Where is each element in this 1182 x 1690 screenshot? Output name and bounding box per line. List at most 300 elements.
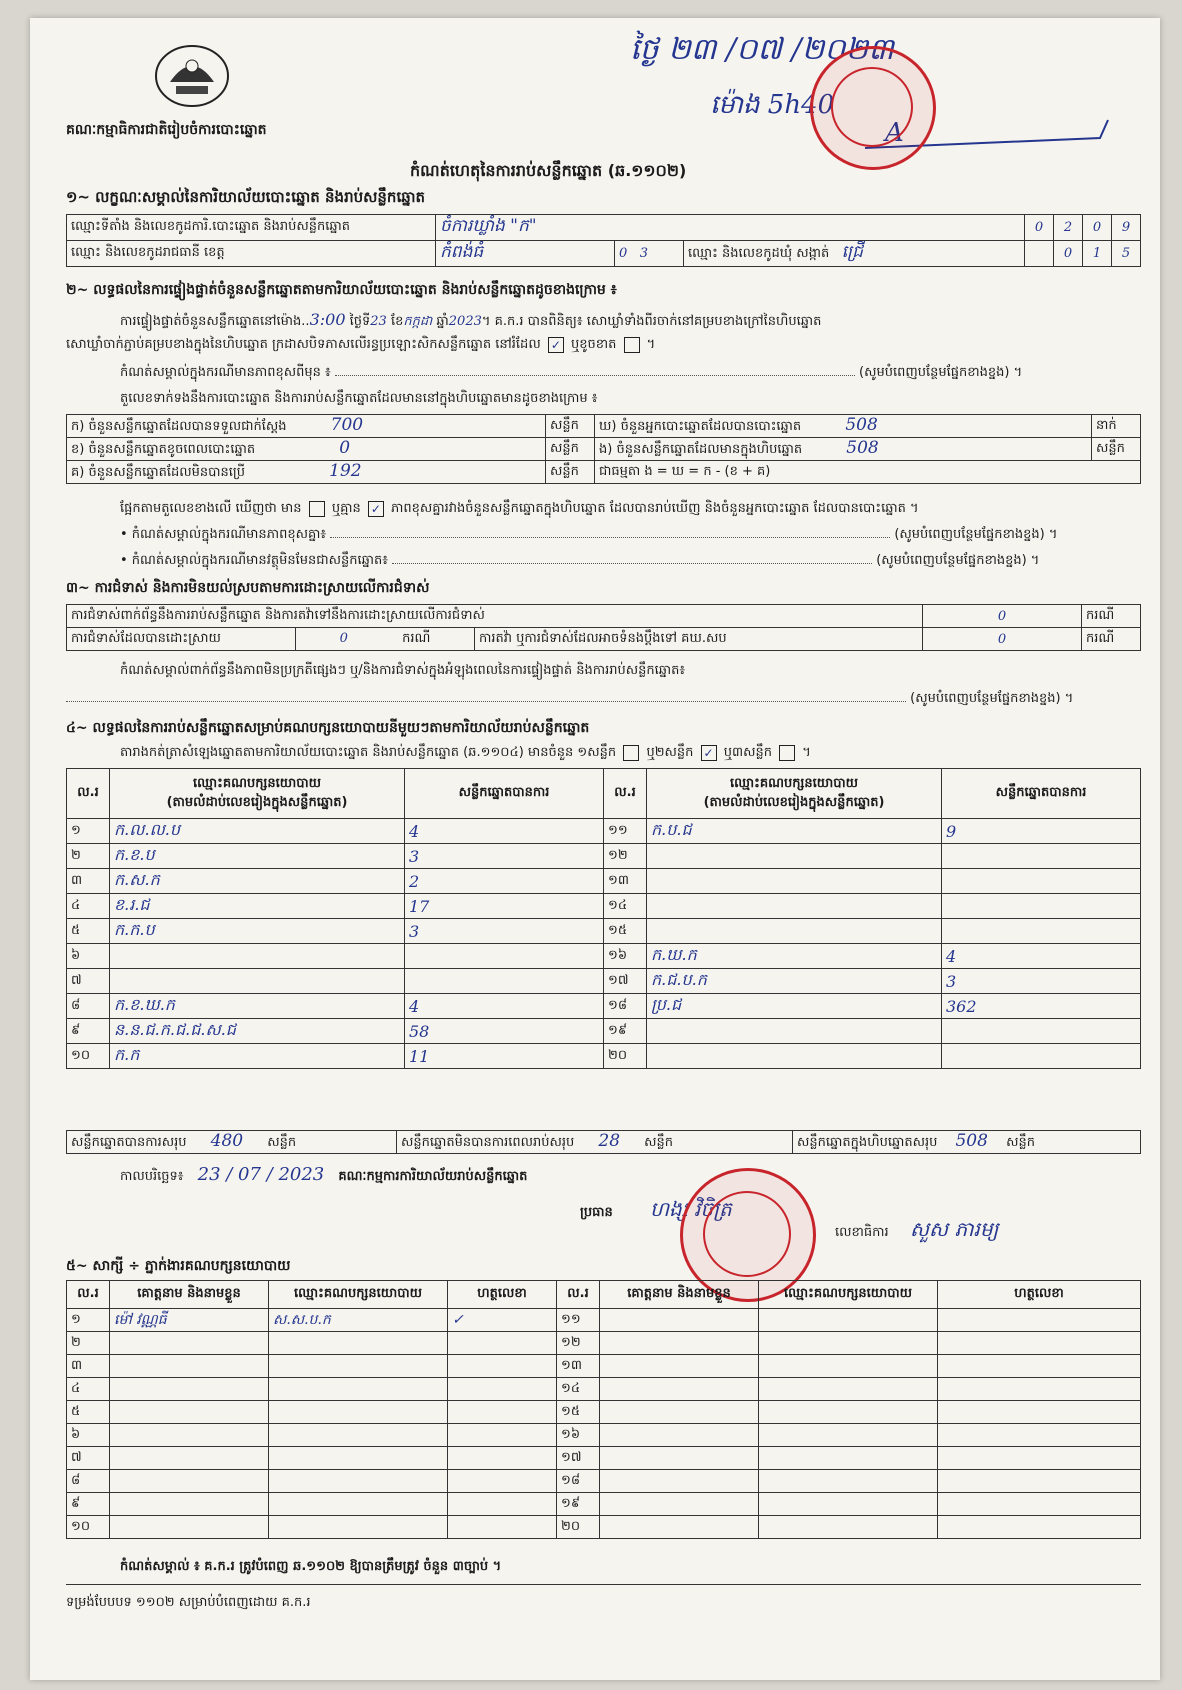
location-label: ឈ្មោះទីតាំង និងលេខកូដការិ.បោះឆ្នោត និងរាប់សន្លឹកឆ្នោត — [67, 215, 436, 241]
result-party — [647, 869, 942, 894]
witness-col-party-left: ឈ្មោះគណបក្សនយោបាយ — [269, 1281, 448, 1309]
result-votes — [405, 944, 604, 969]
province-label: ឈ្មោះ និងលេខកូដរាជធានី ខេត្ត — [67, 241, 436, 267]
results-col-party-right — [647, 769, 942, 819]
result-no: ៣ — [67, 869, 110, 894]
result-no: ១៤ — [604, 894, 647, 919]
result-no: ១៧ — [604, 969, 647, 994]
result-party — [647, 919, 942, 944]
witness-no: ៨ — [67, 1470, 110, 1493]
witness-party — [759, 1516, 938, 1539]
witness-party — [269, 1332, 448, 1355]
page-title: កំណត់ហេតុនៃការរាប់សន្លឹកឆ្នោត (ឆ.១១០២) — [410, 161, 687, 180]
witness-row — [67, 1401, 1141, 1424]
witness-col-no-left: ល.រ — [67, 1281, 110, 1309]
figure-g-unit: សន្លឹក — [546, 461, 595, 484]
committee-label: គណៈកម្មការការិយាល័យរាប់សន្លឹកឆ្នោត — [338, 1169, 528, 1184]
result-no: ១២ — [604, 844, 647, 869]
witness-party — [269, 1470, 448, 1493]
handwritten-mark: A — [885, 118, 904, 148]
section-4-title: ៤~ លទ្ធផលនៃការរាប់សន្លឹកឆ្នោតសម្រាប់គណបក្សនយោបាយនីមួយៗតាមការិយាល័យរាប់សន្លឹកឆ្នោត — [66, 720, 590, 736]
witness-row — [67, 1424, 1141, 1447]
witness-sign — [938, 1401, 1141, 1424]
total-valid-label: សន្លឹកឆ្នោតបានការសរុប — [71, 1135, 187, 1150]
figure-kho-unit: នាក់ — [1092, 415, 1141, 438]
witness-name — [110, 1378, 269, 1401]
figure-kho-label: ឃ) ចំនួនអ្នកបោះឆ្នោតដែលបានបោះឆ្នោត — [599, 419, 802, 434]
location-code-3: 0 — [1083, 215, 1112, 241]
intact-checkbox[interactable]: ✓ — [548, 337, 564, 353]
three-sheets-checkbox[interactable] — [779, 745, 795, 761]
witness-sign — [938, 1424, 1141, 1447]
note-difference-dots — [330, 537, 890, 538]
figure-k-value: 700 — [330, 415, 364, 435]
province-code-2: 3 — [639, 246, 648, 261]
results-row — [67, 869, 1141, 894]
total-invalid-label: សន្លឹកឆ្នោតមិនបានការពេលរាប់សរុប — [400, 1135, 575, 1150]
chair-signature: ហង្ស វិចិត្រ — [650, 1197, 732, 1221]
witness-name: ម៉ៅ វណ្ណធី — [110, 1309, 269, 1332]
resolved-unit: ករណី — [402, 630, 431, 646]
totals-table — [66, 1130, 1141, 1154]
tally-sheets-line: តារាងកត់ត្រាសំឡេងឆ្នោតតាមការិយាល័យបោះឆ្នោត និងរាប់សន្លឹកឆ្នោត (ឆ.១១០៤) មានចំនួន ១សន្លឹក ឬ២សន្លឹក ✓ ឬ៣សន្លឹក ។ — [120, 745, 811, 760]
emblem-icon — [152, 42, 232, 110]
figure-g-value: 192 — [329, 461, 362, 481]
witness-name — [600, 1309, 759, 1332]
witness-col-name-right: គោត្តនាម និងនាមខ្លួន — [600, 1281, 759, 1309]
result-votes — [942, 844, 1141, 869]
note-difference-line — [120, 526, 1140, 545]
secretary-label: លេខាធិការ — [835, 1225, 889, 1240]
result-party — [647, 1019, 942, 1044]
result-party: ក.ប.ជ — [647, 819, 942, 844]
results-table — [66, 768, 1141, 1069]
seal-text: សោឃ្លាំចាក់ភ្ជាប់គម្របខាងក្នុងនៃហិបឆ្នោត ក្រដាសបិទភាសលើរន្ធប្រឡោះសិកសន្លឹកឆ្នោត នៅរំដែល — [66, 337, 541, 352]
day-value: 23 — [370, 314, 387, 329]
witness-sign — [938, 1447, 1141, 1470]
witness-table — [66, 1280, 1141, 1539]
result-no: ២ — [67, 844, 110, 869]
result-votes: 3 — [942, 969, 1141, 994]
witness-party — [759, 1309, 938, 1332]
witness-no: ១២ — [557, 1332, 600, 1355]
witness-no: ៩ — [67, 1493, 110, 1516]
results-row — [67, 944, 1141, 969]
witness-row — [67, 1493, 1141, 1516]
difference-note-end: (សូមបំពេញបន្ថែមផ្នែកខាងខ្នង) ។ — [859, 365, 1023, 380]
witness-name — [600, 1401, 759, 1424]
location-code-2: 2 — [1054, 215, 1083, 241]
witness-sign — [448, 1493, 557, 1516]
total-box-label: សន្លឹកឆ្នោតក្នុងហិបឆ្នោតសរុប — [797, 1135, 938, 1150]
three-sheets-label: ឬ៣សន្លឹក — [723, 745, 772, 760]
witness-sign — [448, 1470, 557, 1493]
witness-party — [269, 1424, 448, 1447]
results-col-party-left — [110, 769, 405, 819]
witness-name — [110, 1493, 269, 1516]
total-valid-unit: សន្លឹក — [267, 1135, 297, 1150]
results-row — [67, 1019, 1141, 1044]
result-party: ប្រ.ជ — [647, 994, 942, 1019]
witness-no: ១៩ — [557, 1493, 600, 1516]
witness-no: ១ — [67, 1309, 110, 1332]
section-3-title: ៣~ ការជំទាស់ និងការមិនយល់ស្របតាមការដោះស្រាយលើការជំទាស់ — [66, 580, 430, 596]
witness-party — [759, 1470, 938, 1493]
result-no: ១១ — [604, 819, 647, 844]
witness-no: ២០ — [557, 1516, 600, 1539]
note-objects-dots — [392, 563, 872, 564]
witness-note: កំណត់សម្គាល់ ៖ គ.ក.រ ត្រូវបំពេញ ឆ.១១០២ ឱ្យបានត្រឹមត្រូវ ចំនួន ៣ច្បាប់ ។ — [120, 1559, 502, 1574]
result-party — [647, 844, 942, 869]
witness-sign — [448, 1516, 557, 1539]
witness-sign — [448, 1447, 557, 1470]
figure-k-unit: សន្លឹក — [546, 415, 595, 438]
difference-note-dots — [335, 375, 855, 376]
footer-text: ទម្រង់បែបបទ ១១០២ សម្រាប់បំពេញដោយ គ.ក.រ — [66, 1595, 311, 1610]
result-no: ៧ — [67, 969, 110, 994]
damaged-label: ឬខូចខាត — [570, 337, 617, 352]
irregularities-line — [66, 690, 1141, 709]
witness-no: ៤ — [67, 1378, 110, 1401]
result-no: ៤ — [67, 894, 110, 919]
section-2-title: ២~ លទ្ធផលនៃការផ្ទៀងផ្ទាត់ចំនួនសន្លឹកឆ្នោតតាមការិយាល័យបោះឆ្នោត និងរាប់សន្លឹកឆ្នោតដូចខាងក្រោម ៖ — [66, 282, 617, 298]
witness-sign — [938, 1516, 1141, 1539]
appeal-unit: ករណី — [1082, 628, 1141, 651]
witness-name — [110, 1516, 269, 1539]
result-party — [647, 894, 942, 919]
appeal-label: ការតវ៉ា ឬការជំទាស់ដែលអាចទំនងប្តឹងទៅ គឃ.សប — [475, 628, 923, 651]
result-votes: 9 — [942, 819, 1141, 844]
total-invalid-value: 28 — [598, 1131, 621, 1151]
witness-party — [759, 1493, 938, 1516]
total-box-unit: សន្លឹក — [1006, 1135, 1035, 1150]
witness-row — [67, 1378, 1141, 1401]
results-col-votes-left: សន្លឹកឆ្នោតបានការ — [405, 769, 604, 819]
witness-name — [600, 1447, 759, 1470]
total-box-cell — [793, 1131, 1141, 1154]
secretary-signature: សួស ភារម្យ — [910, 1217, 999, 1241]
results-col-party-left-line1: ឈ្មោះគណបក្សនយោបាយ — [193, 775, 321, 791]
objections-value: 0 — [923, 605, 1082, 628]
witness-row — [67, 1309, 1141, 1332]
difference-note-label: កំណត់សម្គាល់ក្នុងករណីមានភាពខុសពីមុន ៖ — [120, 365, 331, 380]
witness-no: ១១ — [557, 1309, 600, 1332]
witness-no: ១៥ — [557, 1401, 600, 1424]
witness-sign — [448, 1424, 557, 1447]
results-col-party-right-line1: ឈ្មោះគណបក្សនយោបាយ — [730, 775, 858, 791]
figure-kh-value: 0 — [339, 438, 351, 458]
witness-no: ៧ — [67, 1447, 110, 1470]
result-party: ក.ស.ក — [110, 869, 405, 894]
result-no: ៥ — [67, 919, 110, 944]
witness-sign — [938, 1332, 1141, 1355]
result-party: ក.ខ.ឃ.ក — [110, 994, 405, 1019]
result-votes: 3 — [405, 919, 604, 944]
resolved-label: ការជំទាស់ដែលបានដោះស្រាយ — [67, 628, 296, 651]
formula: ជាធម្មតា ង = ឃ = ក - (ខ + គ) — [595, 461, 1141, 484]
figures-table — [66, 414, 1141, 484]
witness-party — [759, 1447, 938, 1470]
note-objects-line — [120, 552, 1140, 571]
two-sheets-checkbox[interactable]: ✓ — [701, 745, 717, 761]
date-label: កាលបរិច្ឆេទ៖ — [120, 1169, 184, 1184]
result-votes — [405, 969, 604, 994]
commune-cell — [684, 241, 1025, 267]
witness-no: ៣ — [67, 1355, 110, 1378]
witness-col-sign-right: ហត្ថលេខា — [938, 1281, 1141, 1309]
witness-party: ស.ស.ប.ក — [269, 1309, 448, 1332]
result-party: ក.ល.ល.ប — [110, 819, 405, 844]
province-code — [615, 241, 684, 267]
witness-name — [110, 1447, 269, 1470]
one-sheet-checkbox[interactable] — [623, 745, 639, 761]
note-objects-end: (សូមបំពេញបន្ថែមផ្នែកខាងខ្នង) ។ — [876, 553, 1040, 568]
witness-no: ១៨ — [557, 1470, 600, 1493]
date-value: 23 / 07 / 2023 — [197, 1164, 325, 1185]
witness-sign — [938, 1309, 1141, 1332]
resolved-value-cell — [296, 628, 475, 651]
no-difference-checkbox[interactable]: ✓ — [368, 501, 384, 517]
damaged-checkbox[interactable] — [624, 337, 640, 353]
results-row — [67, 994, 1141, 1019]
handwritten-time: ម៉ោង 5h40 — [710, 90, 835, 120]
appeal-value: 0 — [923, 628, 1082, 651]
figure-ng-label: ង) ចំនួនសន្លឹកឆ្នោតដែលមានក្នុងហិបឆ្នោត — [599, 442, 803, 457]
location-value: ចំការឃ្លាំង "ក" — [436, 215, 1025, 241]
result-no: ៨ — [67, 994, 110, 1019]
witness-sign — [448, 1332, 557, 1355]
section-1-title: ១~ លក្ខណៈសម្គាល់នៃការិយាល័យបោះឆ្នោត និងរាប់សន្លឹកឆ្នោត — [66, 188, 426, 206]
witness-col-name-left: គោត្តនាម និងនាមខ្លួន — [110, 1281, 269, 1309]
result-votes: 58 — [405, 1019, 604, 1044]
year-label: ឆ្នាំ — [436, 314, 449, 329]
witness-sign — [938, 1470, 1141, 1493]
witness-party — [269, 1401, 448, 1424]
witness-party — [269, 1516, 448, 1539]
result-no: ២០ — [604, 1044, 647, 1069]
result-no: ១៩ — [604, 1019, 647, 1044]
witness-row — [67, 1332, 1141, 1355]
result-votes: 362 — [942, 994, 1141, 1019]
result-party: ក.ជ.ប.ក — [647, 969, 942, 994]
total-box-value: 508 — [955, 1131, 988, 1151]
no-difference-label: ឬគ្មាន — [331, 501, 361, 516]
result-votes — [942, 869, 1141, 894]
verification-time: 3:00 — [309, 310, 346, 329]
month-label: ខែ — [390, 314, 404, 329]
irregularities-dots — [66, 701, 906, 702]
figure-k-cell — [67, 415, 546, 438]
result-votes — [942, 919, 1141, 944]
month-value: កក្កដា — [403, 314, 433, 329]
witness-sign: ✓ — [448, 1309, 557, 1332]
witness-col-party-right: ឈ្មោះគណបក្សនយោបាយ — [759, 1281, 938, 1309]
province-value: កំពង់ធំ — [436, 241, 615, 267]
verification-line-2: សោឃ្លាំចាក់ភ្ជាប់គម្របខាងក្នុងនៃហិបឆ្នោត ក្រដាសបិទភាសលើរន្ធប្រឡោះសិកសន្លឹកឆ្នោត នៅរំដែល ✓ ឬខូចខាត ។ — [66, 337, 656, 352]
commune-label: ឈ្មោះ និងលេខកូដឃុំ សង្កាត់ — [688, 246, 830, 261]
witness-name — [110, 1355, 269, 1378]
document-page — [30, 18, 1160, 1680]
result-party: ក.ខ.ប — [110, 844, 405, 869]
two-sheets-label: ឬ២សន្លឹក — [646, 745, 694, 760]
objections-label: ការជំទាស់ពាក់ព័ន្ធនឹងការរាប់សន្លឹកឆ្នោត និងការតវ៉ាទៅនឹងការដោះស្រាយលើការជំទាស់ — [67, 605, 923, 628]
witness-party — [269, 1447, 448, 1470]
witness-no: ៦ — [67, 1424, 110, 1447]
witness-party — [269, 1493, 448, 1516]
verification-text-rest: ។ គ.ក.រ បានពិនិត្យ៖ សោឃ្លាំទាំងពីរចាក់នៅគម្របខាងក្រៅនៃហិបឆ្នោត — [481, 314, 822, 329]
results-col-votes-right: សន្លឹកឆ្នោតបានការ — [942, 769, 1141, 819]
has-difference-checkbox[interactable] — [309, 501, 325, 517]
result-no: ៦ — [67, 944, 110, 969]
witness-sign — [448, 1355, 557, 1378]
witness-name — [600, 1516, 759, 1539]
result-party: ក.ឃ.ក — [647, 944, 942, 969]
results-col-party-left-line2: (តាមលំដាប់លេខរៀងក្នុងសន្លឹកឆ្នោត) — [166, 794, 348, 810]
witness-row — [67, 1516, 1141, 1539]
figure-g-cell — [67, 461, 546, 484]
note-difference-end: (សូមបំពេញបន្ថែមផ្នែកខាងខ្នង) ។ — [894, 527, 1058, 542]
commune-code-2: 1 — [1083, 241, 1112, 267]
witness-party — [759, 1332, 938, 1355]
figure-g-label: គ) ចំនួនសន្លឹកឆ្នោតដែលមិនបានប្រើ — [71, 465, 245, 480]
witness-row — [67, 1447, 1141, 1470]
result-party: ក.ក — [110, 1044, 405, 1069]
objections-unit: ករណី — [1082, 605, 1141, 628]
figure-kh-cell — [67, 438, 546, 461]
result-votes: 4 — [405, 994, 604, 1019]
resolved-value: 0 — [339, 630, 348, 646]
total-valid-value: 480 — [210, 1131, 244, 1151]
result-votes: 11 — [405, 1044, 604, 1069]
total-invalid-cell — [396, 1131, 792, 1154]
result-party — [110, 969, 405, 994]
org-name: គណៈកម្មាធិការជាតិរៀបចំការបោះឆ្នោត — [66, 122, 267, 138]
figure-ng-value: 508 — [846, 438, 879, 458]
witness-no: ១៦ — [557, 1424, 600, 1447]
results-row — [67, 1044, 1141, 1069]
witness-no: ១៧ — [557, 1447, 600, 1470]
location-code-4: 9 — [1112, 215, 1141, 241]
commune-value: ជ្រើ — [841, 242, 863, 262]
result-no: ១៨ — [604, 994, 647, 1019]
figure-kho-cell — [595, 415, 1092, 438]
total-invalid-unit: សន្លឹក — [644, 1135, 674, 1150]
witness-sign — [448, 1401, 557, 1424]
verification-line-1 — [120, 310, 1140, 332]
day-label: ថ្ងៃទី — [349, 314, 371, 329]
result-no: ១០ — [67, 1044, 110, 1069]
witness-row — [67, 1470, 1141, 1493]
result-votes: 3 — [405, 844, 604, 869]
witness-name — [600, 1355, 759, 1378]
witness-name — [110, 1332, 269, 1355]
handwritten-date: ថ្ងៃ ២៣ /០៧ /២០២៣ — [630, 32, 894, 67]
witness-no: ២ — [67, 1332, 110, 1355]
irregularities-end: (សូមបំពេញបន្ថែមផ្នែកខាងខ្នង) ។ — [910, 691, 1074, 706]
witness-name — [110, 1470, 269, 1493]
witness-sign — [938, 1355, 1141, 1378]
witness-name — [110, 1401, 269, 1424]
result-votes: 2 — [405, 869, 604, 894]
witness-sign — [938, 1493, 1141, 1516]
witness-no: ១៤ — [557, 1378, 600, 1401]
result-votes — [942, 1019, 1141, 1044]
figures-intro: តួលេខទាក់ទងនឹងការបោះឆ្នោត និងការរាប់សន្លឹកឆ្នោតដែលមាននៅក្នុងហិបឆ្នោតមានដូចខាងក្រោម ៖ — [120, 391, 598, 406]
chair-label: ប្រធាន — [580, 1205, 613, 1220]
year-value: 2023 — [448, 314, 482, 329]
figure-kho-value: 508 — [845, 415, 878, 435]
total-valid-cell — [67, 1131, 397, 1154]
witness-name — [600, 1378, 759, 1401]
witness-name — [110, 1424, 269, 1447]
result-party — [110, 944, 405, 969]
witness-name — [600, 1493, 759, 1516]
footer-divider — [66, 1584, 1141, 1585]
witness-no: ១៣ — [557, 1355, 600, 1378]
figure-ng-unit: សន្លឹក — [1092, 438, 1141, 461]
results-col-party-right-line2: (តាមលំដាប់លេខរៀងក្នុងសន្លឹកឆ្នោត) — [703, 794, 885, 810]
results-row — [67, 969, 1141, 994]
objections-table — [66, 604, 1141, 651]
witness-sign — [938, 1378, 1141, 1401]
result-party — [647, 1044, 942, 1069]
witness-name — [600, 1470, 759, 1493]
verification-text: ការផ្ទៀងផ្ទាត់ចំនួនសន្លឹកឆ្នោតនៅម៉ោង.. — [120, 314, 310, 329]
result-no: ១៥ — [604, 919, 647, 944]
witness-sign — [448, 1378, 557, 1401]
commune-code-3: 5 — [1112, 241, 1141, 267]
results-row — [67, 919, 1141, 944]
result-party: ក.ក.ប — [110, 919, 405, 944]
witness-no: ៥ — [67, 1401, 110, 1424]
province-code-1: 0 — [619, 246, 628, 261]
result-no: ១ — [67, 819, 110, 844]
section-5-title: ៥~ សាក្សី ÷ ភ្នាក់ងារគណបក្សនយោបាយ — [66, 1258, 291, 1274]
witness-col-no-right: ល.រ — [557, 1281, 600, 1309]
commune-code-blank — [1025, 241, 1054, 267]
results-row — [67, 894, 1141, 919]
difference-text: ផ្អែកតាមតួលេខខាងលើ ឃើញថា មាន — [120, 501, 302, 516]
date-line — [120, 1164, 527, 1187]
witness-party — [759, 1401, 938, 1424]
note-objects-label: • កំណត់សម្គាល់ក្នុងករណីមានវត្ថុមិនមែនជាសន្លឹកឆ្នោត៖ — [120, 553, 388, 568]
section-1-table — [66, 214, 1141, 267]
witness-party — [759, 1424, 938, 1447]
irregularities-note: កំណត់សម្គាល់ពាក់ព័ន្ធនឹងភាពមិនប្រក្រតីផ្សេងៗ ឬ/និងការជំទាស់ក្នុងអំឡុងពេលនៃការផ្ទៀងផ្ទាត់ និងការរាប់សន្លឹកឆ្នោត៖ — [120, 663, 686, 678]
results-col-no-left: ល.រ — [67, 769, 110, 819]
result-no: ១៣ — [604, 869, 647, 894]
result-votes: 4 — [942, 944, 1141, 969]
tally-sheets-text: តារាងកត់ត្រាសំឡេងឆ្នោតតាមការិយាល័យបោះឆ្នោត និងរាប់សន្លឹកឆ្នោត (ឆ.១១០៤) មានចំនួន ១សន្លឹក — [120, 745, 617, 760]
result-no: ១៦ — [604, 944, 647, 969]
commune-code-1: 0 — [1054, 241, 1083, 267]
result-party: ន.ន.ជ.ក.ជ.ជ.ស.ជ — [110, 1019, 405, 1044]
witness-party — [759, 1378, 938, 1401]
result-votes: 4 — [405, 819, 604, 844]
results-row — [67, 819, 1141, 844]
result-party: ខ.រ.ជ — [110, 894, 405, 919]
witness-party — [759, 1355, 938, 1378]
result-votes: 17 — [405, 894, 604, 919]
note-difference-label: • កំណត់សម្គាល់ក្នុងករណីមានភាពខុសគ្នា៖ — [120, 527, 327, 542]
figure-k-label: ក) ចំនួនសន្លឹកឆ្នោតដែលបានទទួលជាក់ស្តែង — [71, 419, 287, 434]
difference-note-line — [120, 364, 1140, 383]
witness-party — [269, 1378, 448, 1401]
witness-col-sign-left: ហត្ថលេខា — [448, 1281, 557, 1309]
figure-kh-unit: សន្លឹក — [546, 438, 595, 461]
difference-line — [120, 500, 1140, 519]
witness-name — [600, 1332, 759, 1355]
